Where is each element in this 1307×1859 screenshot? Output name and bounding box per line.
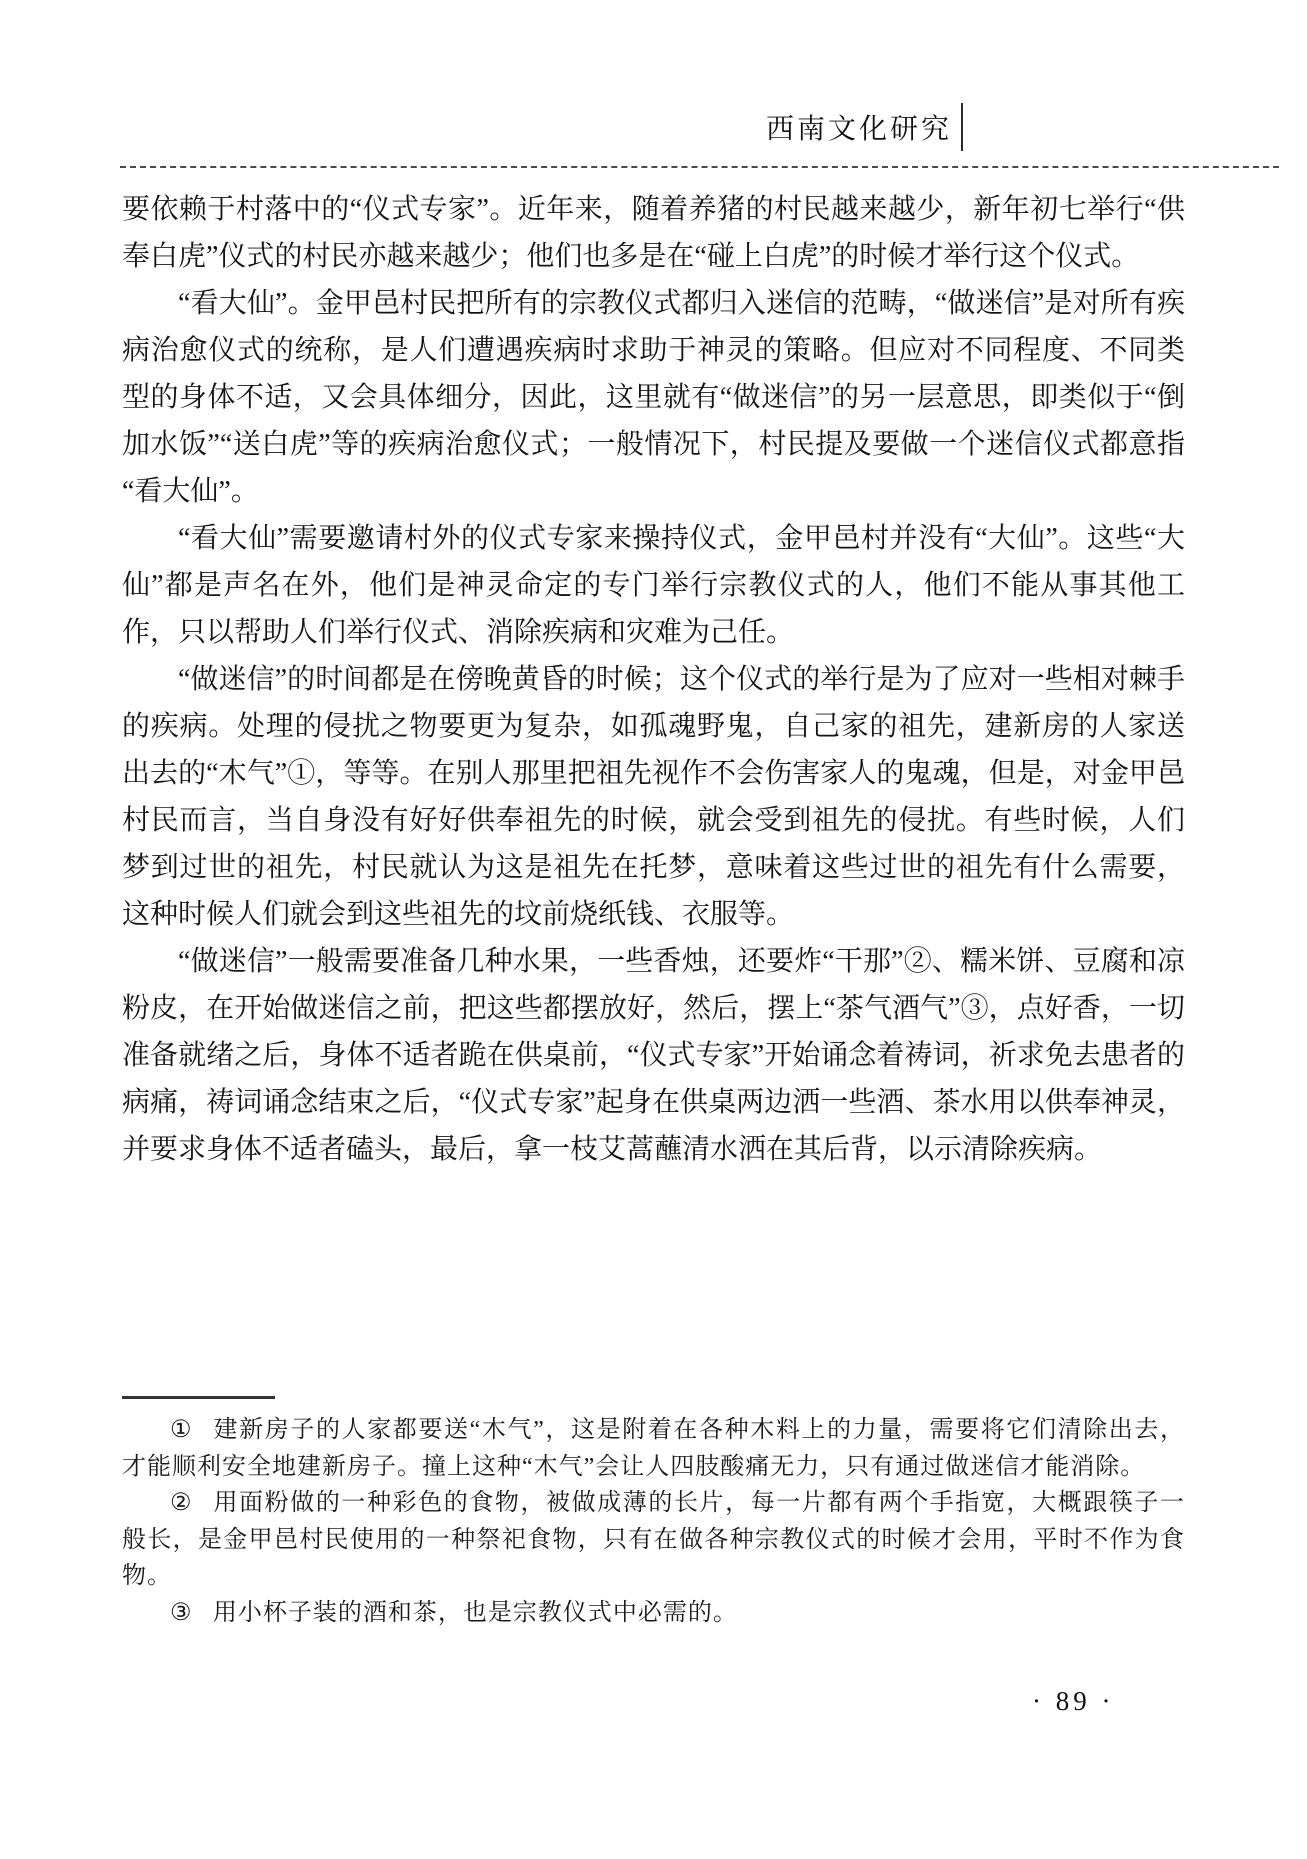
running-head — [766, 102, 963, 152]
footnotes-section — [122, 1412, 1185, 1631]
body-paragraph: “做迷信”的时间都是在傍晚黄昏的时候；这个仪式的举行是为了应对一些相对棘手的疾病。处理的侵扰之物要更为复杂，如孤魂野鬼，自己家的祖先，建新房的人家送出去的“木气”①，等等。在别人那里把祖先视作不会伤害家人的鬼魂，但是，对金甲邑村民而言，当自身没有好好供奉祖先的时候，就会受到祖先的侵扰。有些时候，人们梦到过世的祖先，村民就认为这是祖先在托梦，意味着这些过世的祖先有什么需要，这种时候人们就会到这些祖先的坟前烧纸钱、衣服等。 — [122, 664, 1185, 930]
body-paragraph: “看大仙”。金甲邑村民把所有的宗教仪式都归入迷信的范畴，“做迷信”是对所有疾病治愈仪式的统称，是人们遭遇疾病时求助于神灵的策略。但应对不同程度、不同类型的身体不适，又会具体细分，因此，这里就有“做迷信”的另一层意思，即类似于“倒加水饭”“送白虎”等的疾病治愈仪式；一般情况下，村民提及要做一个迷信仪式都意指“看大仙”。 — [122, 288, 1185, 507]
body-paragraph: “做迷信”一般需要准备几种水果，一些香烛，还要炸“干那”②、糯米饼、豆腐和凉粉皮，在开始做迷信之前，把这些都摆放好，然后，摆上“茶气酒气”③，点好香，一切准备就绪之后，身体不适者跪在供桌前，“仪式专家”开始诵念着祷词，祈求免去患者的病痛，祷词诵念结束之后，“仪式专家”起身在供桌两边洒一些酒、茶水用以供奉神灵，并要求身体不适者磕头，最后，拿一枝艾蒿蘸清水洒在其后背，以示清除疾病。 — [122, 946, 1185, 1165]
journal-title: 西南文化研究 — [765, 114, 952, 145]
body-paragraph: 要依赖于村落中的“仪式专家”。近年来，随着养猪的村民越来越少，新年初七举行“供奉白虎”仪式的村民亦越来越少；他们也多是在“碰上白虎”的时候才举行这个仪式。 — [122, 194, 1185, 272]
footnote-separator-rule — [122, 1396, 275, 1399]
footnote-item — [122, 1485, 1185, 1595]
footnote-item — [122, 1412, 1185, 1485]
footnote-text: 建新房子的人家都要送“木气”，这是附着在各种木料上的力量，需要将它们清除出去，才能顺利安全地建新房子。撞上这种“木气”会让人四肢酸痛无力，只有通过做迷信才能消除。 — [122, 1417, 1186, 1480]
footnote-marker: ② — [170, 1490, 194, 1516]
header-dashed-rule — [120, 166, 1279, 168]
header-vertical-bar — [961, 103, 963, 151]
page-number: · 89 · — [1032, 1686, 1115, 1716]
footnote-text: 用小杯子装的酒和茶，也是宗教仪式中必需的。 — [212, 1599, 738, 1626]
body-paragraph: “看大仙”需要邀请村外的仪式专家来操持仪式，金甲邑村并没有“大仙”。这些“大仙”都是声名在外，他们是神灵命定的专门举行宗教仪式的人，他们不能从事其他工作，只以帮助人们举行仪式、消除疾病和灾难为己任。 — [122, 523, 1185, 648]
page-body — [122, 186, 1185, 1173]
footnote-marker: ③ — [170, 1599, 193, 1626]
footnote-marker: ① — [170, 1417, 194, 1443]
footnote-item — [122, 1595, 1185, 1632]
footnote-text: 用面粉做的一种彩色的食物，被做成薄的长片，每一片都有两个手指宽，大概跟筷子一般长，是金甲邑村民使用的一种祭祀食物，只有在做各种宗教仪式的时候才会用，平时不作为食物。 — [122, 1490, 1186, 1589]
